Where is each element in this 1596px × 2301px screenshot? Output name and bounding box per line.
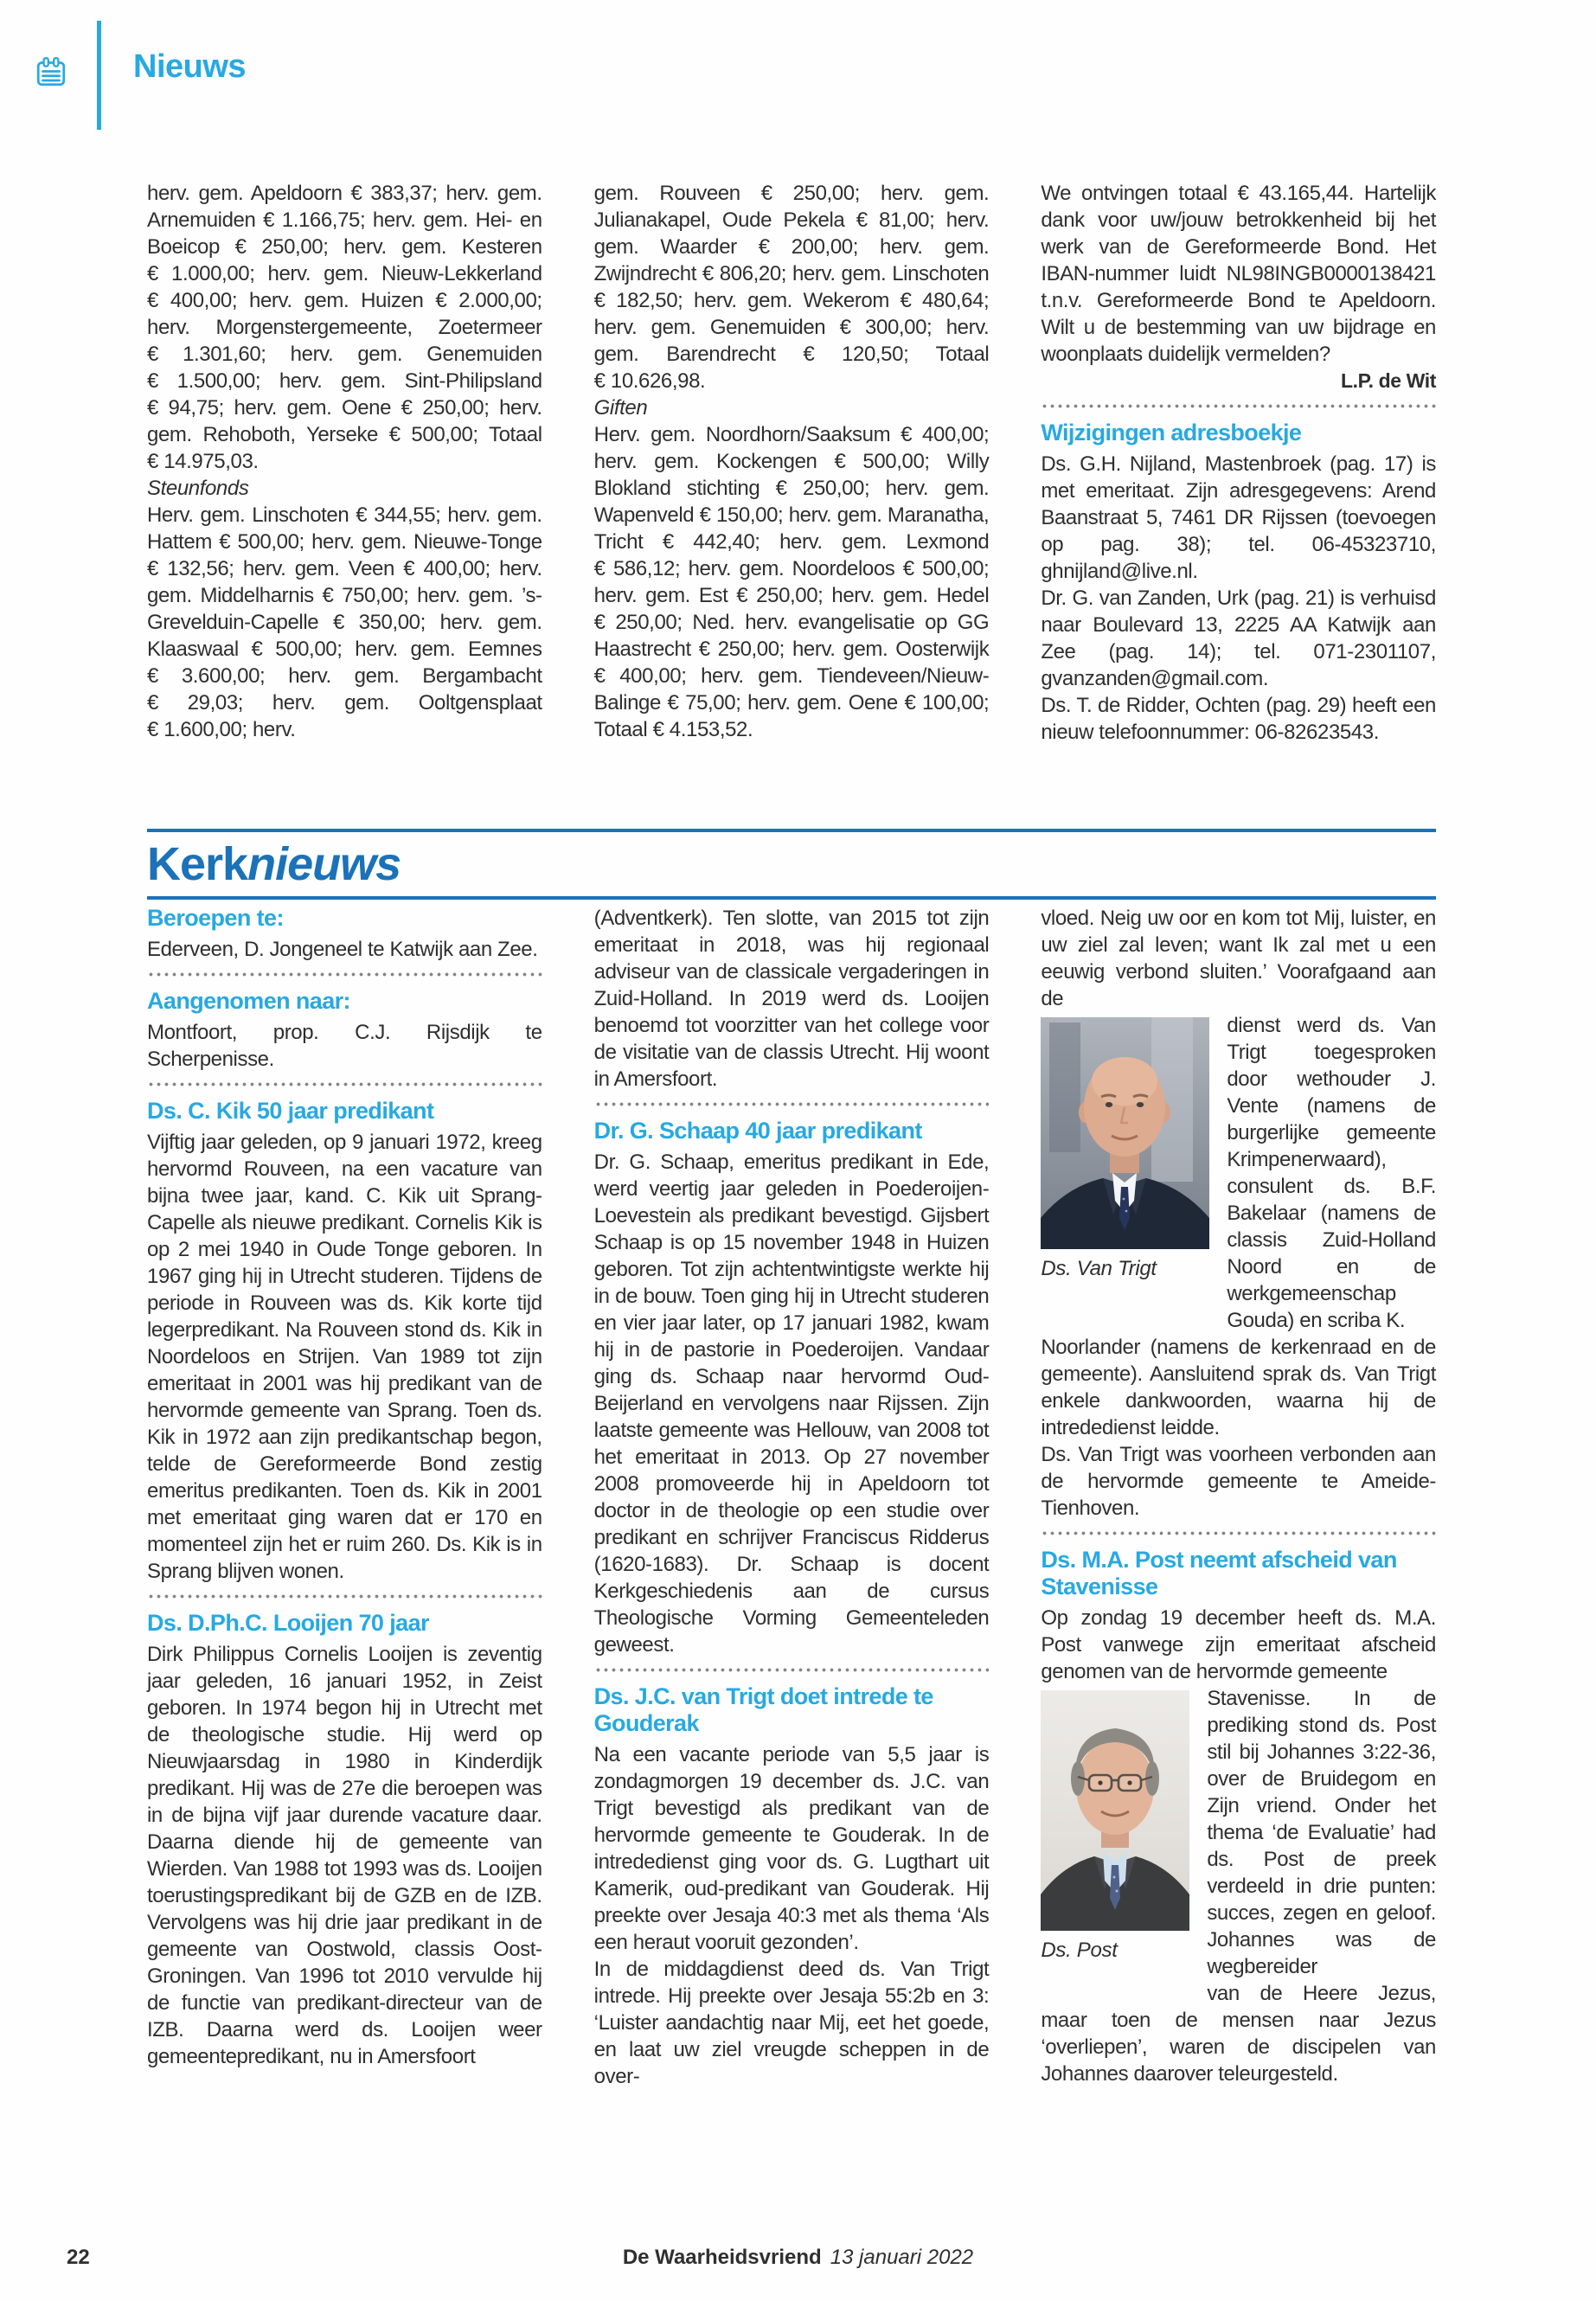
news-columns bbox=[147, 180, 1436, 746]
heading-aangenomen: Aangenomen naar: bbox=[147, 988, 350, 1014]
issue-date: 13 januari 2022 bbox=[830, 2246, 974, 2269]
adres-paragraph: Ds. G.H. Nijland, Mastenbroek (pag. 17) is met emeritaat. Zijn adresgegevens: Arend Baanstraat 5, 7461 DR Rijssen (toevoegen op pag. 38); tel. 06-45323710, ghnijland@live.nl. bbox=[1041, 452, 1436, 583]
donations-text: herv. gem. Apeldoorn € 383,37; herv. gem. Arnemuiden € 1.166,75; herv. gem. Hei- en Boeicop € 250,00; herv. gem. Kesteren € 1.000,00; herv. gem. Nieuw-Lekkerland € 400,00; herv. gem. Huizen € 2.000,00; herv. Morgenstergemeente, Zoetermeer € 1.301,60; herv. gem. Genemuiden € 1.500,00; herv. gem. Sint-Philipsland € 94,75; herv. gem. Oene € 250,00; herv. gem. Rehoboth, Yerseke € 500,00; Totaal € 14.975,03. bbox=[147, 182, 542, 473]
trigt-paragraph-2-wrap: dienst werd ds. Van Trigt toegesproken door wethouder J. Vente (namens de burgerlijke gemeente Krimpenerwaard), consulent ds. B.F. Bakelaar (namens de classis Zuid-Holland Noord en de werkgemeenschap Gouda) en scriba K. bbox=[1227, 1014, 1436, 1332]
trigt-paragraph-2: In de middagdienst deed ds. Van Trigt intrede. Hij preekte over Jesaja 55:2b en 3: ‘Luister aandachtig naar Mij, eet het goede, en laat uw ziel vreugde scheppen in de over- bbox=[593, 1958, 990, 2088]
kerknieuws-title-italic: nieuws bbox=[247, 838, 401, 890]
dotted-separator bbox=[1041, 1531, 1436, 1535]
post-paragraph-2: van de Heere Jezus, maar toen de mensen naar Jezus ‘overliepen’, waren de discipelen van Johannes daarover teleurgesteld. bbox=[1041, 1982, 1436, 2086]
trigt-paragraph-1: Na een vacante periode van 5,5 jaar is zondagmorgen 19 december ds. J.C. van Trigt bevestigd als predikant van de hervormde gemeente te Gouderak. In de intrededienst ging voor ds. G. Lugthart uit Kamerik, oud-predikant van Gouderak. Hij preekte over Jesaja 40:3 met als thema ‘Als een heraut vooruit gezonden’. bbox=[593, 1743, 990, 1954]
trigt-paragraph-4: Ds. Van Trigt was voorheen verbonden aan de hervormde gemeente te Ameide-Tienhoven. bbox=[1041, 1443, 1436, 1520]
van-trigt-photo bbox=[1041, 1017, 1209, 1282]
author-signature: L.P. de Wit bbox=[1341, 369, 1436, 392]
news-column-1 bbox=[147, 180, 542, 743]
dotted-separator bbox=[1041, 404, 1436, 408]
looijen-body-part2: (Adventkerk). Ten slotte, van 2015 tot zijn emeritaat in 2018, was hij regionaal adviseur van de classicale vergaderingen in Zuid-Holland. In 2019 werd ds. Looijen benoemd tot voorzitter van het college voor de visitatie van de classis Utrecht. Hij woont in Amersfoort. bbox=[593, 907, 990, 1091]
post-portrait-image bbox=[1041, 1690, 1189, 1931]
kerknieuws-columns bbox=[147, 905, 1436, 2090]
dotted-separator bbox=[147, 1082, 542, 1086]
news-column-3 bbox=[1041, 180, 1436, 746]
news-column-2 bbox=[594, 180, 990, 743]
aangenomen-body: Montfoort, prop. C.J. Rijsdijk te Scherpenisse. bbox=[147, 1021, 542, 1071]
dotted-separator bbox=[594, 1668, 990, 1672]
van-trigt-photo-caption: Ds. Van Trigt bbox=[1041, 1257, 1157, 1280]
dotted-separator bbox=[147, 972, 542, 977]
post-photo-caption: Ds. Post bbox=[1041, 1939, 1118, 1962]
kik-body: Vijftig jaar geleden, op 9 januari 1972, kreeg hervormd Rouveen, na een vacature van bijna twee jaar, kand. C. Kik uit Sprang-Capelle als nieuwe predikant. Cornelis Kik is op 2 mei 1940 in Oude Tonge geboren. In 1967 ging hij in Utrecht studeren. Tijdens de periode in Rouveen was ds. Kik korte tijd legerpredikant. Na Rouveen stond ds. Kik in Noordeloos en Strijen. Van 1989 tot zijn emeritaat in 2001 was hij predikant van de hervormde gemeente van Sprang. Toen ds. Kik in 1972 aan zijn predikantschap begon, telde de Gereformeerde Bond zestig emeritus predikanten. Toen ds. Kik in 2001 met emeritaat ging waren dat er 170 en momenteel zijn het er ruim 260. Ds. Kik is in Sprang blijven wonen. bbox=[147, 1131, 542, 1583]
page-title: Nieuws bbox=[133, 48, 247, 85]
kerknieuws-column-2 bbox=[594, 905, 990, 2090]
kerknieuws-column-1 bbox=[147, 905, 542, 2070]
beroepen-body: Ederveen, D. Jongeneel te Katwijk aan Zee. bbox=[147, 938, 538, 961]
adres-paragraph: Dr. G. van Zanden, Urk (pag. 21) is verhuisd naar Boulevard 13, 2225 AA Katwijk aan Zee (pag. 14); tel. 071-2301107, gvanzanden@gmail.com. bbox=[1041, 586, 1436, 690]
looijen-body-part1: Dirk Philippus Cornelis Looijen is zeventig jaar geleden, 16 januari 1952, in Zeist geboren. In 1974 begon hij in Utrecht met de theologische studie. Hij werd op Nieuwjaarsdag in 1980 in Kinderdijk predikant. Hij was de 27e die beroepen was in de bijna vijf jaar durende vacature daar. Daarna diende hij de gemeente van Wierden. Van 1988 tot 1993 was ds. Looijen toerustingspredikant bij de GZB en de IZB. Vervolgens was hij drie jaar predikant in de gemeente van Oostwold, classis Oost-Groningen. Van 1996 tot 2010 vervulde hij de functie van predikant-directeur van de IZB. Daarna werd ds. Looijen weer gemeentepredikant, nu in Amersfoort bbox=[147, 1643, 542, 2068]
heading-beroepen: Beroepen te: bbox=[147, 905, 284, 931]
page-number: 22 bbox=[67, 2246, 90, 2269]
post-paragraph-1: Op zondag 19 december heeft ds. M.A. Post vanwege zijn emeritaat afscheid genomen van de hervormde gemeente bbox=[1041, 1606, 1436, 1683]
van-trigt-portrait-image bbox=[1041, 1017, 1209, 1249]
giften-text: Herv. gem. Noordhorn/Saaksum € 400,00; herv. gem. Kockengen € 500,00; Willy Blokland stichting € 250,00; herv. gem. Wapenveld € 150,00; herv. gem. Maranatha, Tricht € 442,40; herv. gem. Lexmond € 586,12; herv. gem. Noordeloos € 500,00; herv. gem. Est € 250,00; herv. gem. Hedel € 250,00; Ned. herv. evangelisatie op GG Haastrecht € 250,00; herv. gem. Oosterwijk € 400,00; herv. gem. Tiendeveen/Nieuw-Balinge € 75,00; herv. gem. Oene € 100,00; Totaal € 4.153,52. bbox=[593, 423, 990, 741]
header-accent-rule bbox=[97, 21, 101, 130]
post-photo bbox=[1041, 1690, 1189, 1964]
newspaper-icon bbox=[35, 55, 67, 88]
dotted-separator bbox=[147, 1594, 542, 1599]
heading-trigt: Ds. J.C. van Trigt doet intrede te Gouderak bbox=[593, 1683, 933, 1736]
kerknieuws-banner bbox=[147, 829, 1436, 900]
subhead-steunfonds: Steunfonds bbox=[147, 477, 249, 500]
post-paragraph-1-wrap: Stavenisse. In de prediking stond ds. Post stil bij Johannes 3:22-36, over de Bruidegom en Zijn vriend. Onder het thema ‘de Evaluatie’ had ds. Post de preek verdeeld in drie punten: succes, zegen en geloof. Johannes was de wegbereider bbox=[1207, 1687, 1436, 1978]
adres-paragraph: Ds. T. de Ridder, Ochten (pag. 29) heeft een nieuw telefoonnummer: 06-82623543. bbox=[1041, 694, 1436, 744]
donations-text-cont: gem. Rouveen € 250,00; herv. gem. Julianakapel, Oude Pekela € 81,00; herv. gem. Waarder € 200,00; herv. gem. Zwijndrecht € 806,20; herv. gem. Linschoten € 182,50; herv. gem. Wekerom € 480,64; herv. gem. Genemuiden € 300,00; herv. gem. Barendrecht € 120,50; Totaal € 10.626,98. bbox=[593, 182, 990, 393]
footer-title bbox=[0, 2246, 1596, 2270]
heading-wijzigingen-adresboekje: Wijzigingen adresboekje bbox=[1041, 420, 1302, 445]
subhead-giften: Giften bbox=[593, 396, 648, 420]
schaap-body: Dr. G. Schaap, emeritus predikant in Ede, werd veertig jaar geleden in Poederoijen-Loevestein als predikant bevestigd. Gijsbert Schaap is op 15 november 1948 in Huizen geboren. Tot zijn achtentwintigste werkte hij in de bouw. Toen ging hij in Utrecht studeren en vier jaar later, op 17 januari 1982, kwam hij in de pastorie in Poederoijen. Vandaar ging ds. Schaap naar hervormd Oud-Beijerland en vervolgens naar Rijssen. Zijn laatste gemeente was Hellouw, van 2008 tot het emeritaat in 2013. Op 27 november 2008 promoveerde hij in Apeldoorn tot doctor in de theologie op een studie over predikant en schrijver Franciscus Ridderus (1620-1683). Dr. Schaap is docent Kerkgeschiedenis aan de cursus Theologische Vorming Gemeenteleden geweest. bbox=[593, 1150, 990, 1657]
kerknieuws-title-bold: Kerk bbox=[147, 838, 248, 890]
magazine-name: De Waarheidsvriend bbox=[622, 2246, 822, 2269]
heading-looijen: Ds. D.Ph.C. Looijen 70 jaar bbox=[147, 1610, 429, 1636]
kerknieuws-column-3 bbox=[1041, 905, 1436, 2087]
dotted-separator bbox=[594, 1102, 990, 1106]
steunfonds-text: Herv. gem. Linschoten € 344,55; herv. gem. Hattem € 500,00; herv. gem. Nieuwe-Tonge € 132,56; herv. gem. Veen € 400,00; herv. gem. Middelharnis € 750,00; herv. gem. ’s-Grevelduin-Capelle € 350,00; herv. gem. Klaaswaal € 500,00; herv. gem. Eemnes € 3.600,00; herv. gem. Bergambacht € 29,03; herv. gem. Ooltgensplaat € 1.600,00; herv. bbox=[147, 503, 542, 741]
heading-post: Ds. M.A. Post neemt afscheid van Stavenisse bbox=[1041, 1547, 1397, 1599]
trigt-paragraph-3: Noorlander (namens de kerkenraad en de gemeente). Aansluitend sprak ds. Van Trigt enkele dankwoorden, waarna hij de intrededienst leidde. bbox=[1041, 1336, 1436, 1439]
heading-schaap: Dr. G. Schaap 40 jaar predikant bbox=[593, 1118, 922, 1144]
kerknieuws-title bbox=[147, 840, 1436, 888]
heading-kik: Ds. C. Kik 50 jaar predikant bbox=[147, 1098, 434, 1124]
totals-text: We ontvingen totaal € 43.165,44. Hartelijk dank voor uw/jouw betrokkenheid bij het werk van de Gereformeerde Bond. Het IBAN-nummer luidt NL98INGB0000138421 t.n.v. Gereformeerde Bond te Apeldoorn. Wilt u de bestemming van uw bijdrage en woonplaats duidelijk vermelden? bbox=[1041, 182, 1436, 366]
trigt-paragraph-2-cont: vloed. Neig uw oor en kom tot Mij, luister, en uw ziel zal leven; want Ik zal met u een eeuwig verbond sluiten.’ Voorafgaand aan de bbox=[1041, 907, 1436, 1010]
